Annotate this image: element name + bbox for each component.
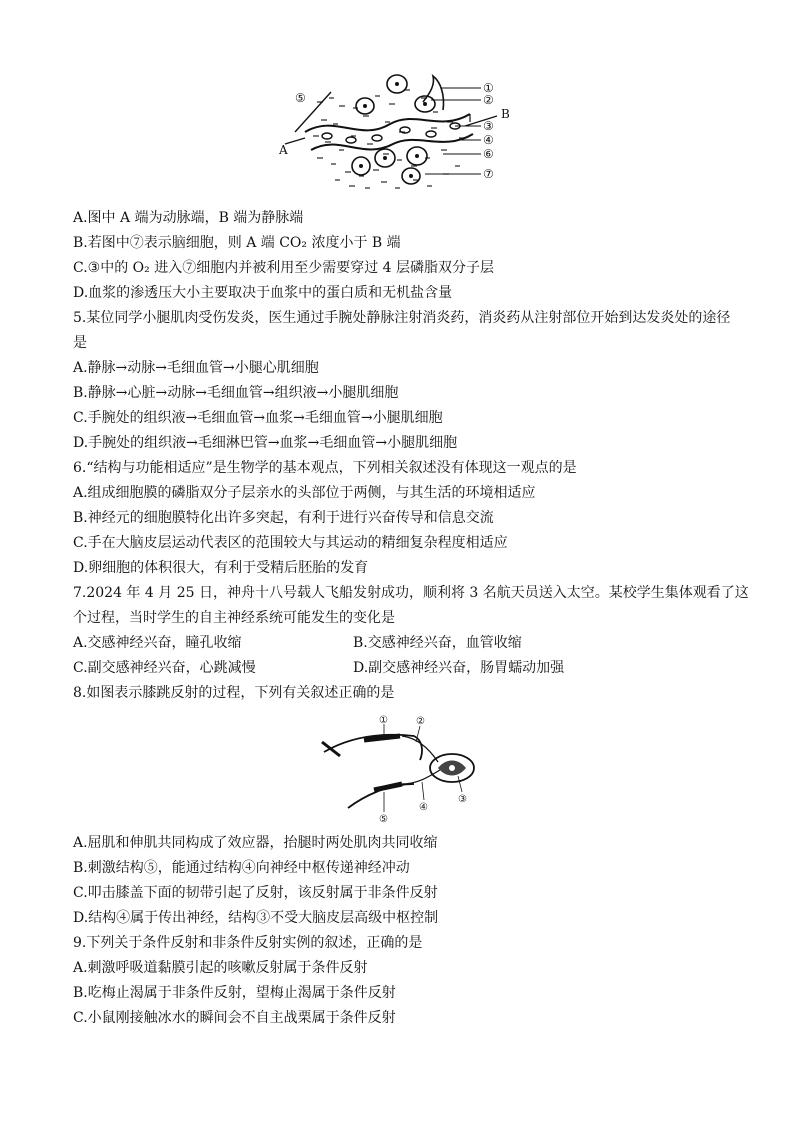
fig1-label-b: B: [501, 107, 510, 121]
tissue-capillary-diagram: [265, 62, 530, 204]
option-8c: C.叩击膝盖下面的韧带引起了反射，该反射属于非条件反射: [73, 885, 438, 901]
fig1-label-2: ②: [483, 93, 494, 107]
fig1-label-7: ⑦: [483, 167, 494, 181]
fig1-label-4: ④: [483, 133, 494, 147]
fig2-label-5: ⑤: [379, 814, 388, 824]
fig1-label-5: ⑤: [295, 91, 306, 105]
fig2-label-2: ②: [416, 716, 425, 727]
fig1-label-6: ⑥: [483, 147, 494, 161]
fig1-label-1: ①: [483, 81, 494, 95]
option-9c: C.小鼠刚接触冰水的瞬间会不自主战栗属于条件反射: [73, 1010, 396, 1026]
option-9b: B.吃梅止渴属于非条件反射，望梅止渴属于条件反射: [73, 985, 396, 1001]
fig2-label-1: ①: [379, 715, 388, 726]
option-6a: A.组成细胞膜的磷脂双分子层亲水的头部位于两侧，与其生活的环境相适应: [73, 485, 536, 501]
option-4a: A.图中 A 端为动脉端，B 端为静脉端: [73, 210, 304, 226]
question-5-stem: 5.某位同学小腿肌肉受伤发炎，医生通过手腕处静脉注射消炎药，消炎药从注射部位开始到达发炎处的途径: [73, 310, 731, 326]
option-8a: A.屈肌和伸肌共同构成了效应器，抬腿时两处肌肉共同收缩: [73, 835, 438, 851]
fig1-label-3: ③: [483, 119, 494, 133]
option-5a: A.静脉→动脉→毛细血管→小腿心肌细胞: [73, 360, 319, 376]
question-6-stem: 6.“结构与功能相适应”是生物学的基本观点，下列相关叙述没有体现这一观点的是: [73, 460, 577, 476]
option-7c: C.副交感神经兴奋，心跳减慢: [73, 660, 256, 676]
fig2-label-3: ③: [458, 794, 467, 805]
question-5-stem-cont: 是: [73, 335, 87, 351]
question-7-stem: 7.2024 年 4 月 25 日，神舟十八号载人飞船发射成功，顺利将 3 名航天员送入太空。某校学生集体观看了这: [73, 585, 749, 601]
fig2-label-4: ④: [419, 802, 428, 813]
knee-jerk-reflex-diagram: [318, 712, 484, 824]
option-7a: A.交感神经兴奋，瞳孔收缩: [73, 635, 242, 651]
option-4b: B.若图中⑦表示脑细胞，则 A 端 CO₂ 浓度小于 B 端: [73, 235, 401, 251]
question-9-stem: 9.下列关于条件反射和非条件反射实例的叙述，正确的是: [73, 935, 423, 951]
option-9a: A.刺激呼吸道黏膜引起的咳嗽反射属于条件反射: [73, 960, 368, 976]
question-8-stem: 8.如图表示膝跳反射的过程，下列有关叙述正确的是: [73, 685, 395, 701]
option-7d: D.副交感神经兴奋，肠胃蠕动加强: [353, 660, 565, 676]
option-6c: C.手在大脑皮层运动代表区的范围较大与其运动的精细复杂程度相适应: [73, 535, 508, 551]
option-8b: B.刺激结构⑤，能通过结构④向神经中枢传递神经冲动: [73, 860, 410, 876]
option-4c: C.③中的 O₂ 进入⑦细胞内并被利用至少需要穿过 4 层磷脂双分子层: [73, 260, 495, 276]
option-8d: D.结构④属于传出神经，结构③不受大脑皮层高级中枢控制: [73, 910, 439, 926]
option-6d: D.卵细胞的体积很大，有利于受精后胚胎的发育: [73, 560, 369, 576]
option-5b: B.静脉→心脏→动脉→毛细血管→组织液→小腿肌细胞: [73, 385, 399, 401]
option-5c: C.手腕处的组织液→毛细血管→血浆→毛细血管→小腿肌细胞: [73, 410, 443, 426]
question-7-stem-cont: 个过程，当时学生的自主神经系统可能发生的变化是: [73, 610, 395, 626]
fig1-label-a: A: [279, 143, 288, 157]
option-6b: B.神经元的细胞膜特化出许多突起，有利于进行兴奋传导和信息交流: [73, 510, 494, 526]
option-5d: D.手腕处的组织液→毛细淋巴管→血浆→毛细血管→小腿肌细胞: [73, 435, 458, 451]
option-4d: D.血浆的渗透压大小主要取决于血浆中的蛋白质和无机盐含量: [73, 285, 453, 301]
option-7b: B.交感神经兴奋，血管收缩: [353, 635, 522, 651]
